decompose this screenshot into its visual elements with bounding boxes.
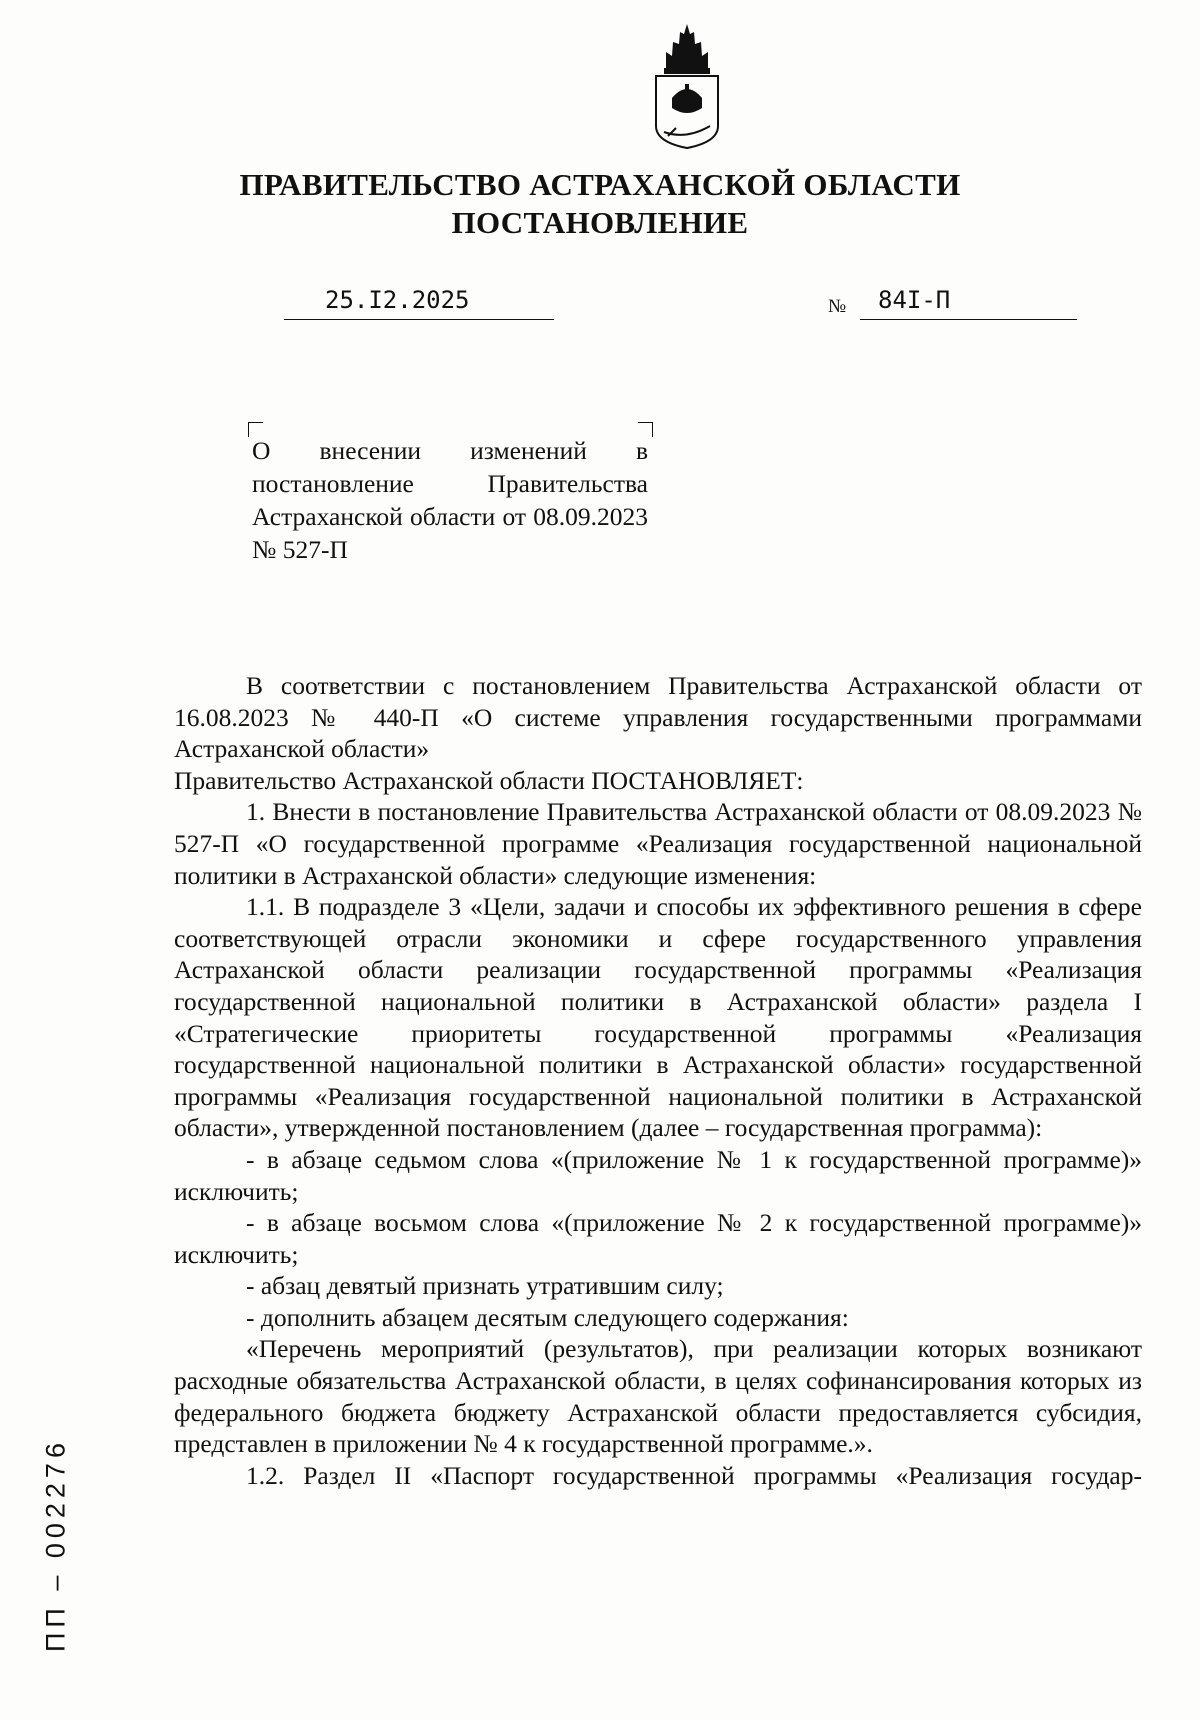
paragraph-item-1: 1. Внести в постановление Правительства Астраханской области от 08.09.2023 № 527-П «О государственной программе «Реализация государственной национальной политики в Астраханской области» следующие изменения: <box>174 797 1142 890</box>
number-sign: № <box>828 296 847 317</box>
serial-number-stamp <box>36 1385 76 1705</box>
paragraph-item-1-1: 1.1. В подразделе 3 «Цели, задачи и способы их эффективного решения в сфере соответствующей отрасли экономики и сфере государственного управления Астраханской области реализации государственной программы «Реализация государственной национальной политики в Астраханской области» раздела I «Стратегические приоритеты государственной программы «Реализация государственной национальной политики в Астраханской области» государственной программы «Реализация государственной национальной политики в Астраханской области», утвержденной постановлением (далее – государственная программа): <box>174 892 1142 1143</box>
paragraph-preamble: В соответствии с постановлением Правительства Астраханской области от 16.08.2023 № 440-П «О системе управления государственными программами Астраханской области» <box>174 671 1142 764</box>
paragraph-item-1-2: 1.2. Раздел II «Паспорт государственной программы «Реализация государ- <box>246 1460 1142 1490</box>
document-number: 84I-П <box>878 286 951 314</box>
paragraph-resolves: Правительство Астраханской области ПОСТАНОВЛЯЕТ: <box>174 765 804 795</box>
paragraph-change-4: - дополнить абзацем десятым следующего содержания: <box>246 1302 849 1332</box>
org-line-resolution: ПОСТАНОВЛЕНИЕ <box>451 205 749 240</box>
document-body <box>174 670 1142 1491</box>
org-line-government: ПРАВИТЕЛЬСТВО АСТРАХАНСКОЙ ОБЛАСТИ <box>239 167 961 202</box>
coat-of-arms-emblem <box>646 22 728 150</box>
paragraph-quoted-text: «Перечень мероприятий (результатов), при реализации которых возникают расходные обязательства Астраханской области, в целях софинансирования которых из федерального бюджета бюджету Астраханской области предоставляется субсидия, представлен в приложении № 4 к государственной программе.». <box>174 1334 1142 1459</box>
document-subject: О внесении изменений в постановление Правительства Астраханской области от 08.09.2023 № 527-П <box>252 436 648 564</box>
paragraph-change-1: - в абзаце седьмом слова «(приложение № 1 к государственной программе)» исключить; <box>174 1144 1142 1206</box>
serial-number-text: ПП – 002276 <box>40 1438 71 1652</box>
paragraph-change-2: - в абзаце восьмом слова «(приложение № 2 к государственной программе)» исключить; <box>174 1208 1142 1269</box>
document-date: 25.I2.2025 <box>325 286 470 314</box>
paragraph-change-3: - абзац девятый признать утратившим силу; <box>246 1271 724 1301</box>
organization-title <box>0 166 1200 242</box>
